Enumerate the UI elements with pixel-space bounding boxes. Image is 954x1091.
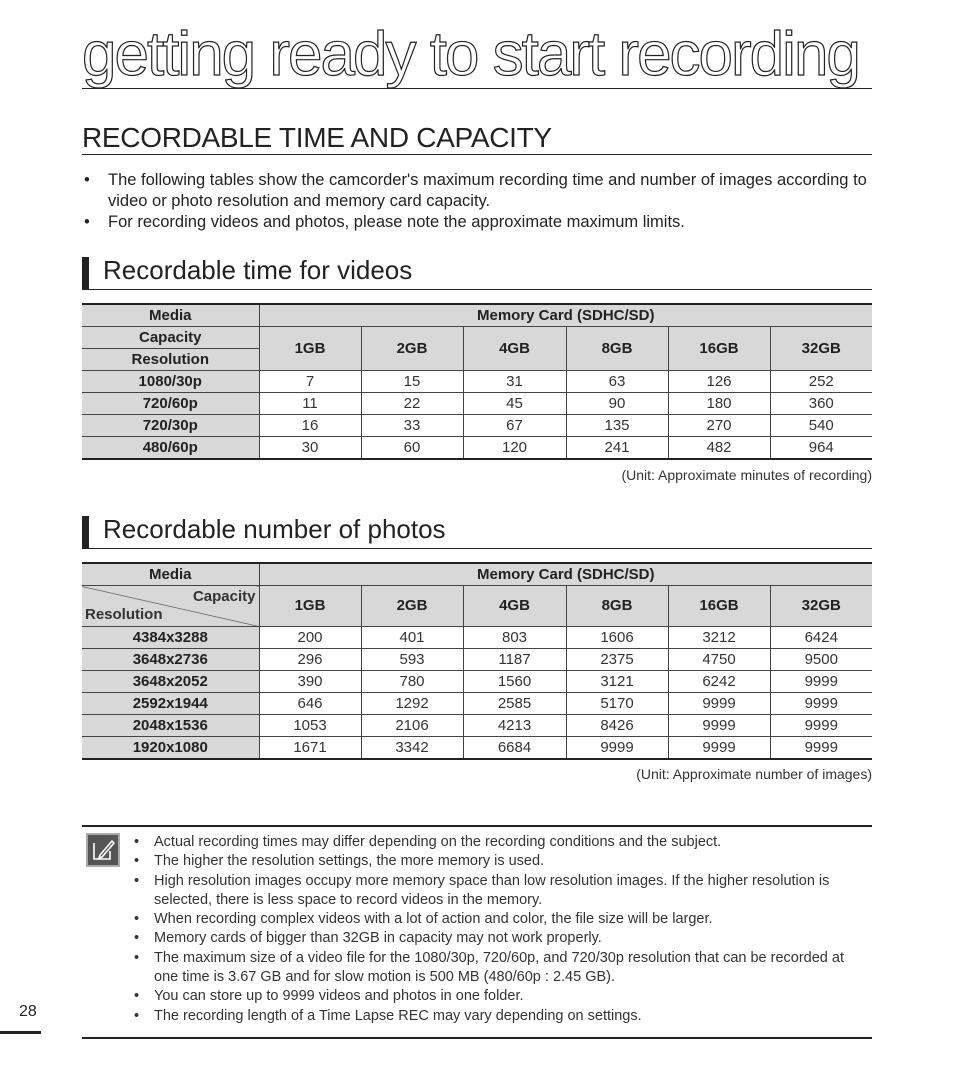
table-cell: 9999: [668, 737, 770, 760]
table-cell: 120: [463, 437, 566, 460]
table-cell: 2106: [361, 715, 463, 737]
table-cell: 646: [259, 693, 361, 715]
table-header-row: [82, 563, 872, 586]
table-cell: 252: [770, 371, 872, 393]
table-cell: 200: [259, 627, 361, 649]
table-cell: 6242: [668, 671, 770, 693]
table-cell: 2375: [566, 649, 668, 671]
table-cell: 1560: [463, 671, 566, 693]
table-cell: 7: [259, 371, 361, 393]
capacity-cell: 2GB: [361, 586, 463, 627]
table-cell: 60: [361, 437, 463, 460]
table-row: [82, 371, 872, 393]
capacity-cell: 4GB: [463, 327, 566, 371]
photo-count-table: [82, 562, 872, 760]
table-cell: 16: [259, 415, 361, 437]
table-cell: 803: [463, 627, 566, 649]
capacity-resolution-header: [82, 586, 259, 627]
table-cell: 3121: [566, 671, 668, 693]
resolution-header: Resolution: [85, 606, 163, 623]
table-cell: 1606: [566, 627, 668, 649]
capacity-cell: 1GB: [259, 586, 361, 627]
resolution-cell: 1080/30p: [82, 371, 259, 393]
table-cell: 9999: [770, 715, 872, 737]
table-cell: 67: [463, 415, 566, 437]
table-cell: 1671: [259, 737, 361, 760]
capacity-cell: 2GB: [361, 327, 463, 371]
page-number-rule: [0, 1031, 41, 1034]
table-cell: 33: [361, 415, 463, 437]
intro-bullet: • For recording videos and photos, please note the approximate maximum limits.: [82, 212, 872, 233]
table-cell: 9500: [770, 649, 872, 671]
resolution-cell: 3648x2736: [82, 649, 259, 671]
table-cell: 9999: [770, 737, 872, 760]
note-item: • The higher the resolution settings, the more memory is used.: [134, 852, 864, 871]
table-cell: 1292: [361, 693, 463, 715]
table-cell: 401: [361, 627, 463, 649]
table-cell: 482: [668, 437, 770, 460]
notes-list: [134, 833, 864, 1026]
table-cell: 3212: [668, 627, 770, 649]
capacity-cell: 32GB: [770, 327, 872, 371]
page-number: 28: [19, 1003, 37, 1020]
table-cell: 4213: [463, 715, 566, 737]
table-cell: 180: [668, 393, 770, 415]
table-cell: 9999: [770, 671, 872, 693]
resolution-cell: 3648x2052: [82, 671, 259, 693]
table-cell: 9999: [668, 693, 770, 715]
table-cell: 6684: [463, 737, 566, 760]
table-row: [82, 715, 872, 737]
video-time-table: [82, 303, 872, 460]
table-cell: 4750: [668, 649, 770, 671]
table-cell: 30: [259, 437, 361, 460]
heading-bar: [82, 257, 89, 289]
table-cell: 1187: [463, 649, 566, 671]
media-header: Media: [82, 304, 259, 327]
table-cell: 15: [361, 371, 463, 393]
table-header-row: [82, 586, 872, 627]
media-header: Media: [82, 563, 259, 586]
table-cell: 780: [361, 671, 463, 693]
table-cell: 2585: [463, 693, 566, 715]
table-header-row: [82, 327, 872, 349]
capacity-header: Capacity: [82, 327, 259, 349]
table-row: [82, 671, 872, 693]
table-cell: 390: [259, 671, 361, 693]
section-title: RECORDABLE TIME AND CAPACITY: [82, 121, 872, 155]
table-row: [82, 649, 872, 671]
table-cell: 296: [259, 649, 361, 671]
table-cell: 964: [770, 437, 872, 460]
intro-bullet-list: [82, 170, 872, 233]
table-header-row: [82, 304, 872, 327]
capacity-cell: 16GB: [668, 327, 770, 371]
table-row: [82, 627, 872, 649]
note-item: • When recording complex videos with a lot of action and color, the file size will be larger.: [134, 910, 864, 929]
note-pencil-icon: [86, 833, 120, 867]
table-cell: 9999: [566, 737, 668, 760]
table-cell: 8426: [566, 715, 668, 737]
resolution-cell: 4384x3288: [82, 627, 259, 649]
table-row: [82, 737, 872, 760]
table-row: [82, 393, 872, 415]
photo-section-heading: [82, 516, 872, 549]
table-row: [82, 437, 872, 460]
table-cell: 6424: [770, 627, 872, 649]
table-cell: 540: [770, 415, 872, 437]
table-cell: 9999: [770, 693, 872, 715]
table-cell: 126: [668, 371, 770, 393]
capacity-cell: 8GB: [566, 327, 668, 371]
table-cell: 270: [668, 415, 770, 437]
intro-bullet: • The following tables show the camcorder's maximum recording time and number of images according to video or photo resolution and memory card capacity.: [82, 170, 872, 212]
note-item: • High resolution images occupy more memory space than low resolution images. If the higher resolution is selected, there is less space to record videos in the memory.: [134, 872, 864, 911]
photo-heading-text: Recordable number of photos: [103, 514, 446, 544]
video-section-heading: [82, 257, 872, 290]
capacity-cell: 1GB: [259, 327, 361, 371]
table-row: [82, 693, 872, 715]
capacity-cell: 4GB: [463, 586, 566, 627]
note-item: • The recording length of a Time Lapse REC may vary depending on settings.: [134, 1007, 864, 1026]
resolution-cell: 1920x1080: [82, 737, 259, 760]
resolution-cell: 480/60p: [82, 437, 259, 460]
notes-box: [82, 825, 872, 1039]
resolution-cell: 720/30p: [82, 415, 259, 437]
table-cell: 90: [566, 393, 668, 415]
video-heading-text: Recordable time for videos: [103, 255, 413, 285]
capacity-cell: 16GB: [668, 586, 770, 627]
table-cell: 360: [770, 393, 872, 415]
resolution-cell: 2592x1944: [82, 693, 259, 715]
capacity-header: Capacity: [192, 588, 256, 605]
note-item: • Memory cards of bigger than 32GB in capacity may not work properly.: [134, 929, 864, 948]
table-cell: 3342: [361, 737, 463, 760]
table-row: [82, 415, 872, 437]
capacity-cell: 8GB: [566, 586, 668, 627]
table-cell: 9999: [668, 715, 770, 737]
note-item: • The maximum size of a video file for the 1080/30p, 720/60p, and 720/30p resolution that can be recorded at one time is 3.67 GB and for slow motion is 500 MB (480/60p : 2.45 GB).: [134, 949, 864, 988]
note-item: • You can store up to 9999 videos and photos in one folder.: [134, 987, 864, 1006]
memory-card-header: Memory Card (SDHC/SD): [259, 304, 872, 327]
table-cell: 63: [566, 371, 668, 393]
table-cell: 22: [361, 393, 463, 415]
heading-bar: [82, 516, 89, 548]
memory-card-header: Memory Card (SDHC/SD): [259, 563, 872, 586]
resolution-header: Resolution: [82, 349, 259, 371]
chapter-title: [82, 20, 872, 89]
capacity-cell: 32GB: [770, 586, 872, 627]
resolution-cell: 2048x1536: [82, 715, 259, 737]
table-cell: 5170: [566, 693, 668, 715]
photo-unit-note: (Unit: Approximate number of images): [636, 766, 872, 782]
table-cell: 31: [463, 371, 566, 393]
table-cell: 241: [566, 437, 668, 460]
table-cell: 11: [259, 393, 361, 415]
note-item: • Actual recording times may differ depending on the recording conditions and the subject.: [134, 833, 864, 852]
resolution-cell: 720/60p: [82, 393, 259, 415]
chapter-title-text: getting ready to start recording: [82, 20, 859, 89]
table-cell: 135: [566, 415, 668, 437]
table-cell: 593: [361, 649, 463, 671]
video-unit-note: (Unit: Approximate minutes of recording): [621, 467, 872, 483]
table-cell: 45: [463, 393, 566, 415]
table-cell: 1053: [259, 715, 361, 737]
